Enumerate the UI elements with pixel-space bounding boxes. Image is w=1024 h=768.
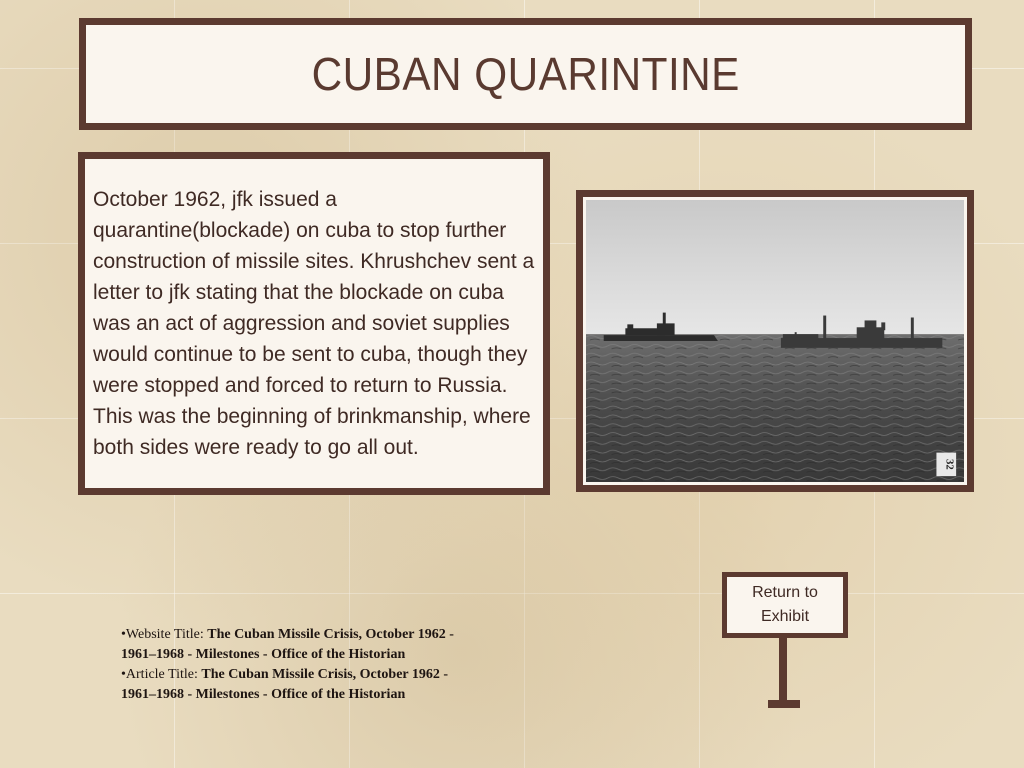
citation-value: The Cuban Missile Crisis, October 1962 - 1961–1968 - Milestones - Office of the Historian: [121, 627, 454, 662]
citations: [121, 625, 481, 705]
body-text-panel: [78, 152, 550, 495]
body-text: October 1962, jfk issued a quarantine(blockade) on cuba to stop further construction of missile sites. Khrushchev sent a letter to jfk stating that the blockade on cuba was an act of aggression and soviet supplies would continue to be sent to cuba, though they were stopped and forced to return to Russia. This was the beginning of brinkmanship, where both sides were ready to go all out.: [93, 188, 535, 459]
ships-photo: [586, 200, 964, 482]
citation-item: •Article Title: The Cuban Missile Crisis, October 1962 - 1961–1968 - Milestones - Office of the Historian: [121, 667, 449, 702]
citation-label: Website Title:: [125, 627, 208, 642]
photo-number-label: 32: [943, 458, 956, 470]
signpost: [779, 638, 787, 706]
citation-item: •Website Title: The Cuban Missile Crisis, October 1962 - 1961–1968 - Milestones - Office of the Historian: [121, 627, 454, 662]
return-to-exhibit-button[interactable]: [722, 572, 848, 638]
signpost-base: [768, 700, 800, 708]
photo-panel: [576, 190, 974, 492]
return-label-line2: Exhibit: [760, 608, 810, 625]
citation-label: Article Title:: [125, 667, 202, 682]
title-panel: [79, 18, 972, 130]
slide-title: CUBAN QUARINTINE: [311, 48, 740, 100]
citation-value: The Cuban Missile Crisis, October 1962 - 1961–1968 - Milestones - Office of the Historian: [121, 667, 449, 702]
return-label-line1: Return to: [752, 584, 818, 601]
